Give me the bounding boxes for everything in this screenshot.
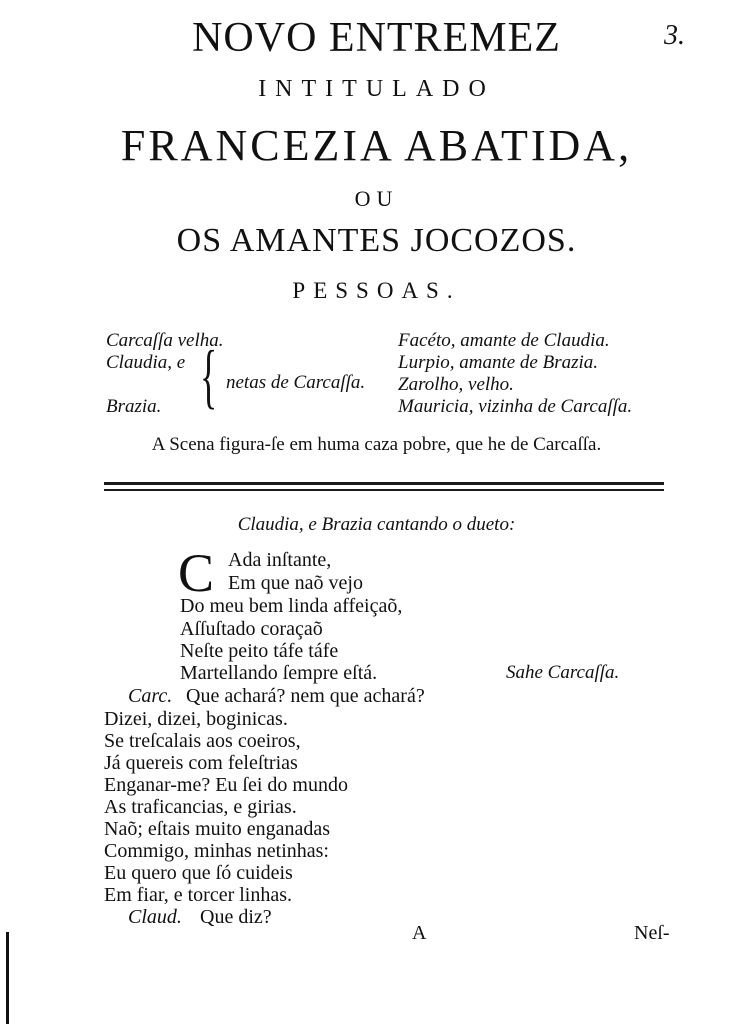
- title-ou: OU: [354, 186, 399, 211]
- verse-line: Que achará? nem que achará?: [186, 685, 425, 707]
- person-lurpio: Lurpio, amante de Brazia.: [398, 352, 599, 373]
- page-number: 3.: [664, 20, 685, 51]
- catchword: Neſ-: [634, 922, 670, 944]
- song-heading: Claudia, e Brazia cantando o dueto:: [237, 514, 516, 535]
- brace-label: netas de Carcaſſa.: [226, 372, 366, 393]
- person-faceto: Facéto, amante de Claudia.: [398, 330, 610, 351]
- stage-direction: Sahe Carcaſſa.: [506, 662, 620, 683]
- verse-line: Enganar-me? Eu ſei do mundo: [104, 774, 348, 796]
- verse-line: Que diz?: [200, 906, 272, 928]
- title-intitulado: INTITULADO: [258, 76, 495, 102]
- person-carcassa: Carcaſſa velha.: [106, 330, 224, 351]
- divider-rule: [104, 489, 664, 491]
- verse-line: Já quereis com feleſtrias: [104, 752, 298, 774]
- person-zarolho: Zarolho, velho.: [398, 374, 514, 395]
- play-subtitle: OS AMANTES JOCOZOS.: [176, 222, 577, 259]
- scene-description: A Scena figura-ſe em huma caza pobre, que he de Carcaſſa.: [151, 434, 602, 455]
- speaker-name: Carc.: [128, 685, 173, 707]
- binding-edge: [6, 932, 9, 1024]
- verse-line: Eu quero que ſó cuideis: [104, 862, 293, 884]
- verse-line: Ada inſtante,: [228, 549, 332, 571]
- person-claudia: Claudia, e: [106, 352, 186, 373]
- verse-line: Commigo, minhas netinhas:: [104, 840, 329, 862]
- persons-heading: PESSOAS.: [292, 278, 461, 303]
- verse-line: Naõ; eſtais muito enganadas: [104, 818, 331, 840]
- divider-rule: [104, 482, 664, 485]
- person-mauricia: Mauricia, vizinha de Carcaſſa.: [398, 396, 633, 417]
- verse-line: Martellando ſempre eſtá.: [180, 662, 378, 684]
- verse-line: Do meu bem linda affeiçaõ,: [180, 595, 403, 617]
- signature-mark: A: [412, 922, 427, 944]
- verse-line: Neſte peito táfe táfe: [180, 640, 339, 662]
- page-title: NOVO ENTREMEZ: [192, 15, 561, 61]
- drop-capital: C: [178, 543, 215, 603]
- verse-line: Dizei, dizei, boginicas.: [104, 708, 288, 730]
- verse-line: As traficancias, e girias.: [104, 796, 297, 818]
- brace-icon: {: [200, 336, 218, 416]
- verse-line: Se treſcalais aos coeiros,: [104, 730, 301, 752]
- play-title: FRANCEZIA ABATIDA,: [120, 121, 633, 170]
- verse-line: Em fiar, e torcer linhas.: [104, 884, 293, 906]
- verse-line: Em que naõ vejo: [228, 572, 363, 594]
- person-brazia: Brazia.: [106, 396, 162, 417]
- verse-line: Aſſuſtado coraçaõ: [180, 618, 323, 640]
- speaker-name: Claud.: [128, 906, 182, 928]
